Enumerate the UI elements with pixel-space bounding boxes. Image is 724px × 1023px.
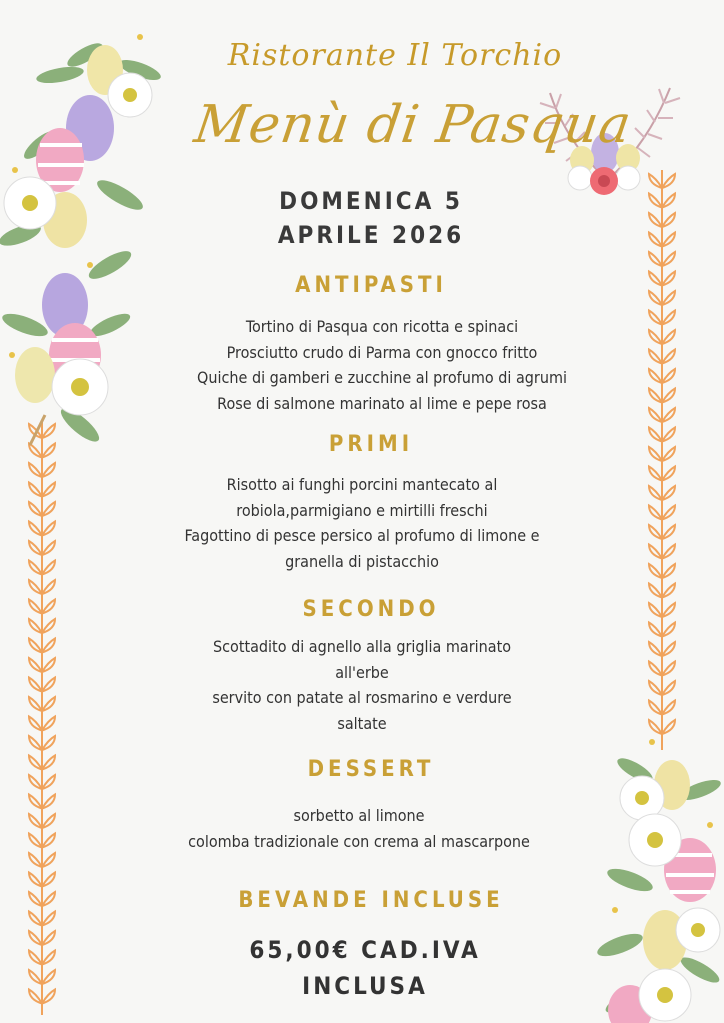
vine-leaf: [42, 736, 55, 750]
vine-leaf: [42, 912, 55, 926]
vine-leaf: [649, 584, 662, 598]
vine-leaf: [662, 252, 675, 266]
section-heading-antipasti: ANTIPASTI: [295, 273, 447, 298]
menu-item: all'erbe: [335, 662, 389, 682]
vine-leaf: [29, 853, 42, 867]
vine-leaf: [42, 580, 55, 594]
date-line-2: APRILE 2026: [277, 221, 465, 249]
price-line-1: 65,00€ CAD.IVA: [249, 936, 481, 964]
menu-item: Risotto ai funghi porcini mantecato al: [226, 475, 498, 494]
section-items-secondo: [0, 634, 724, 736]
menu-item: saltate: [337, 713, 387, 733]
vine-leaf: [29, 912, 42, 926]
section-items-dessert: [0, 803, 718, 854]
menu-title: Menù di Pasqua: [190, 95, 636, 155]
restaurant-name: Ristorante Il Torchio: [227, 38, 563, 73]
section-heading-bevande: BEVANDE INCLUSE: [238, 888, 504, 913]
menu-item: Quiche di gamberi e zucchine al profumo di agrumi: [197, 368, 567, 387]
price-line-2: INCLUSA: [302, 972, 428, 1000]
vine-leaf: [662, 584, 675, 598]
vine-leaf: [29, 736, 42, 750]
menu-item: servito con patate al rosmarino e verdure: [212, 688, 512, 707]
date-line-1: DOMENICA 5: [279, 187, 463, 215]
section-items-primi: [0, 472, 724, 574]
menu-item: sorbetto al limone: [293, 806, 425, 825]
vine-leaf: [649, 252, 662, 266]
section-heading-primi: PRIMI: [328, 432, 414, 457]
vine-leaf: [29, 580, 42, 594]
menu-item: Scottadito di agnello alla griglia marinato: [212, 637, 512, 656]
menu-item: Rose di salmone marinato al lime e pepe rosa: [217, 393, 547, 413]
section-heading-secondo: SECONDO: [302, 597, 440, 622]
vine-leaf: [42, 873, 55, 887]
vine-leaf: [29, 873, 42, 887]
section-items-antipasti: [0, 314, 724, 416]
event-date: [0, 184, 724, 252]
menu-item: robiola,parmigiano e mirtilli freschi: [236, 500, 488, 520]
menu-item: colomba tradizionale con crema al mascarpone: [188, 831, 530, 851]
menu-item: Tortino di Pasqua con ricotta e spinaci: [245, 317, 519, 336]
section-heading-dessert: DESSERT: [307, 757, 435, 782]
price: [0, 932, 724, 1004]
menu-item: Fagottino di pesce persico al profumo di limone e: [184, 526, 540, 545]
vine-leaf: [42, 853, 55, 867]
menu-item: granella di pistacchio: [285, 551, 439, 571]
menu-item: Prosciutto crudo di Parma con gnocco fritto: [226, 342, 538, 362]
